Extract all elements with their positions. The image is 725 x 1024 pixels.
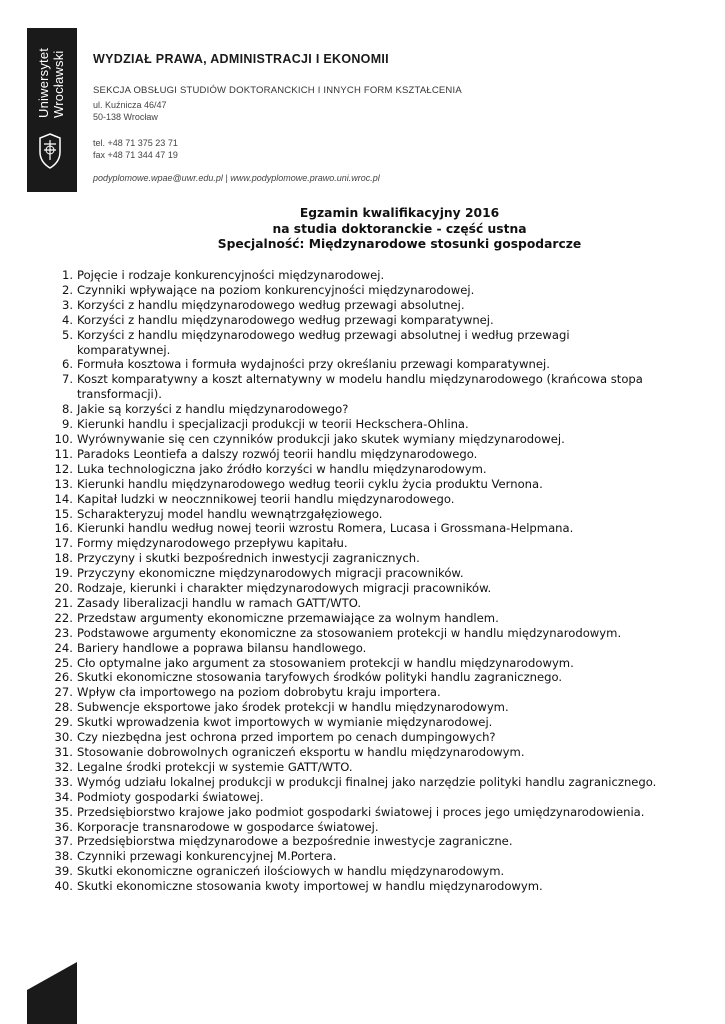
question-number: 40. — [54, 879, 73, 894]
question-number: 27. — [54, 685, 73, 700]
question-text: Formuła kosztowa i formuła wydajności przy określaniu przewagi komparatywnej. — [77, 357, 550, 372]
question-text: Korzyści z handlu międzynarodowego według przewagi absolutnej i według przewagi komparatywnej. — [77, 327, 570, 357]
question-number: 25. — [54, 655, 73, 670]
question-item — [48, 805, 658, 820]
fax-number: fax +48 71 344 47 19 — [93, 150, 178, 160]
question-number: 30. — [54, 730, 73, 745]
question-item — [48, 626, 658, 641]
question-number: 9. — [61, 417, 73, 432]
question-item — [48, 417, 658, 432]
question-item — [48, 268, 658, 283]
question-text: Przyczyny i skutki bezpośrednich inwestycji zagranicznych. — [77, 551, 420, 566]
question-text: Cło optymalne jako argument za stosowaniem protekcji w handlu międzynarodowym. — [77, 655, 574, 670]
question-text: Kierunki handlu według nowej teorii wzrostu Romera, Lucasa i Grossmana-Helpmana. — [77, 521, 574, 536]
question-number: 24. — [54, 640, 73, 655]
question-item — [48, 521, 658, 536]
question-number: 34. — [54, 789, 73, 804]
question-number: 22. — [54, 610, 73, 625]
question-text: Wyrównywanie się cen czynników produkcji jako skutek wymiany międzynarodowej. — [77, 431, 565, 446]
question-text: Kierunki handlu i specjalizacji produkcji w teorii Heckschera-Ohlina. — [77, 417, 469, 432]
question-text: Paradoks Leontiefa a dalszy rozwój teorii handlu międzynarodowego. — [77, 446, 478, 461]
question-text: Skutki wprowadzenia kwot importowych w wymianie międzynarodowej. — [77, 715, 493, 730]
question-number: 6. — [61, 357, 73, 372]
exam-title — [0, 206, 725, 253]
question-number: 29. — [54, 715, 73, 730]
question-text: Korzyści z handlu międzynarodowego według przewagi komparatywnej. — [77, 312, 494, 327]
question-text: Przedstaw argumenty ekonomiczne przemawiające za wolnym handlem. — [77, 610, 499, 625]
question-text: Koszt komparatywny a koszt alternatywny w modelu handlu międzynarodowego (krańcowa stopa transformacji). — [77, 372, 643, 402]
question-number: 3. — [61, 297, 73, 312]
question-number: 38. — [54, 849, 73, 864]
question-text: Pojęcie i rodzaje konkurencyjności międzynarodowej. — [77, 268, 385, 282]
phone-number: tel. +48 71 375 23 71 — [93, 138, 178, 148]
question-text: Zasady liberalizacji handlu w ramach GATT/WTO. — [77, 595, 362, 610]
question-item — [48, 596, 658, 611]
question-item — [48, 566, 658, 581]
question-item — [48, 760, 658, 775]
university-crest-icon — [30, 128, 70, 178]
question-text: Skutki ekonomiczne ograniczeń ilościowych w handlu międzynarodowym. — [77, 864, 505, 879]
question-list — [48, 268, 658, 894]
question-number: 16. — [54, 521, 73, 536]
question-item — [48, 372, 658, 402]
question-item — [48, 477, 658, 492]
question-text: Wpływ cła importowego na poziom dobrobytu kraju importera. — [77, 685, 441, 700]
question-text: Bariery handlowe a poprawa bilansu handlowego. — [77, 640, 367, 655]
letterhead — [93, 52, 693, 183]
question-item — [48, 864, 658, 879]
question-item — [48, 730, 658, 745]
question-text: Czynniki wpływające na poziom konkurencyjności międzynarodowej. — [77, 282, 475, 297]
question-text: Korzyści z handlu międzynarodowego według przewagi absolutnej. — [77, 297, 465, 312]
question-text: Czy niezbędna jest ochrona przed importem po cenach dumpingowych? — [77, 730, 496, 745]
question-item — [48, 775, 658, 790]
question-item — [48, 432, 658, 447]
question-number: 7. — [61, 372, 73, 387]
question-text: Kierunki handlu międzynarodowego według teorii cyklu życia produktu Vernona. — [77, 476, 543, 491]
question-item — [48, 357, 658, 372]
question-text: Formy międzynarodowego przepływu kapitału. — [77, 536, 348, 551]
question-item — [48, 492, 658, 507]
question-text: Kapitał ludzki w neocznnikowej teorii handlu międzynarodowego. — [77, 491, 455, 506]
question-item — [48, 670, 658, 685]
question-item — [48, 656, 658, 671]
question-number: 37. — [54, 834, 73, 849]
contact-links: podyplomowe.wpae@uwr.edu.pl | www.podyplomowe.prawo.uni.wroc.pl — [93, 173, 380, 183]
university-name-line1: Uniwersytet — [36, 47, 51, 118]
section-name: SEKCJA OBSŁUGI STUDIÓW DOKTORANCKICH I INNYCH FORM KSZTAŁCENIA — [93, 85, 462, 96]
question-text: Subwencje eksportowe jako środek protekcji w handlu międzynarodowym. — [77, 700, 509, 715]
faculty-name: WYDZIAŁ PRAWA, ADMINISTRACJI I EKONOMII — [93, 52, 389, 66]
question-number: 17. — [54, 536, 73, 551]
question-item — [48, 820, 658, 835]
question-number: 23. — [54, 625, 73, 640]
question-text: Czynniki przewagi konkurencyjnej M.Portera. — [77, 849, 337, 864]
question-number: 5. — [61, 327, 73, 342]
question-text: Skutki ekonomiczne stosowania kwoty importowej w handlu międzynarodowym. — [77, 879, 543, 894]
question-item — [48, 790, 658, 805]
question-text: Przyczyny ekonomiczne międzynarodowych migracji pracowników. — [77, 566, 464, 581]
question-number: 33. — [54, 774, 73, 789]
question-item — [48, 834, 658, 849]
question-item — [48, 536, 658, 551]
question-text: Przedsiębiorstwa międzynarodowe a bezpośrednie inwestycje zagraniczne. — [77, 834, 513, 849]
question-text: Scharakteryzuj model handlu wewnątrzgałęziowego. — [77, 506, 383, 521]
question-number: 32. — [54, 759, 73, 774]
exam-title-line3: Specjalność: Międzynarodowe stosunki gospodarcze — [217, 237, 582, 251]
question-item — [48, 641, 658, 656]
question-number: 4. — [61, 312, 73, 327]
question-text: Rodzaje, kierunki i charakter międzynarodowych migracji pracowników. — [77, 581, 492, 596]
university-name — [36, 48, 66, 118]
question-number: 8. — [61, 402, 73, 417]
question-text: Podmioty gospodarki światowej. — [77, 789, 264, 804]
question-item — [48, 581, 658, 596]
question-number: 14. — [54, 491, 73, 506]
question-item — [48, 879, 658, 894]
question-number: 31. — [54, 745, 73, 759]
question-number: 36. — [54, 819, 73, 834]
question-number: 28. — [54, 700, 73, 715]
question-text: Stosowanie dobrowolnych ograniczeń eksportu w handlu międzynarodowym. — [77, 745, 525, 759]
footer-corner-band — [27, 962, 77, 1024]
question-number: 26. — [54, 670, 73, 685]
question-item — [48, 700, 658, 715]
question-number: 20. — [54, 581, 73, 596]
question-number: 35. — [54, 804, 73, 819]
exam-title-line1: Egzamin kwalifikacyjny 2016 — [299, 206, 500, 220]
question-text: Wymóg udziału lokalnej produkcji w produkcji finalnej jako narzędzie polityki handlu zagranicznego. — [77, 774, 657, 789]
question-number: 1. — [61, 268, 73, 282]
question-number: 12. — [54, 461, 73, 476]
question-number: 2. — [61, 282, 73, 297]
address-street: ul. Kuźnicza 46/47 — [93, 100, 167, 110]
question-item — [48, 328, 658, 358]
question-number: 11. — [54, 446, 73, 461]
question-item — [48, 313, 658, 328]
question-item — [48, 462, 658, 477]
question-item — [48, 507, 658, 522]
question-item — [48, 447, 658, 462]
question-item — [48, 685, 658, 700]
question-item — [48, 849, 658, 864]
address-city: 50-138 Wrocław — [93, 112, 158, 122]
question-number: 15. — [54, 506, 73, 521]
question-text: Luka technologiczna jako źródło korzyści w handlu międzynarodowym. — [77, 461, 487, 476]
question-item — [48, 611, 658, 626]
question-item — [48, 715, 658, 730]
question-number: 19. — [54, 566, 73, 581]
question-item — [48, 551, 658, 566]
exam-title-line2: na studia doktoranckie - część ustna — [272, 221, 527, 236]
question-item — [48, 745, 658, 760]
question-text: Jakie są korzyści z handlu międzynarodowego? — [77, 402, 349, 417]
question-number: 21. — [54, 595, 73, 610]
question-text: Podstawowe argumenty ekonomiczne za stosowaniem protekcji w handlu międzynarodowym. — [77, 625, 622, 640]
question-number: 39. — [54, 864, 73, 879]
university-name-line2: Wrocławski — [51, 50, 66, 118]
question-text: Przedsiębiorstwo krajowe jako podmiot gospodarki światowej i proces jego umiędzynarodowienia. — [77, 804, 645, 819]
question-number: 10. — [54, 431, 73, 446]
question-item — [48, 402, 658, 417]
question-text: Korporacje transnarodowe w gospodarce światowej. — [77, 819, 379, 834]
question-text: Skutki ekonomiczne stosowania taryfowych środków polityki handlu zagranicznego. — [77, 670, 563, 685]
question-item — [48, 283, 658, 298]
question-text: Legalne środki protekcji w systemie GATT/WTO. — [77, 759, 353, 774]
question-item — [48, 298, 658, 313]
question-number: 13. — [54, 476, 73, 491]
question-number: 18. — [54, 551, 73, 566]
